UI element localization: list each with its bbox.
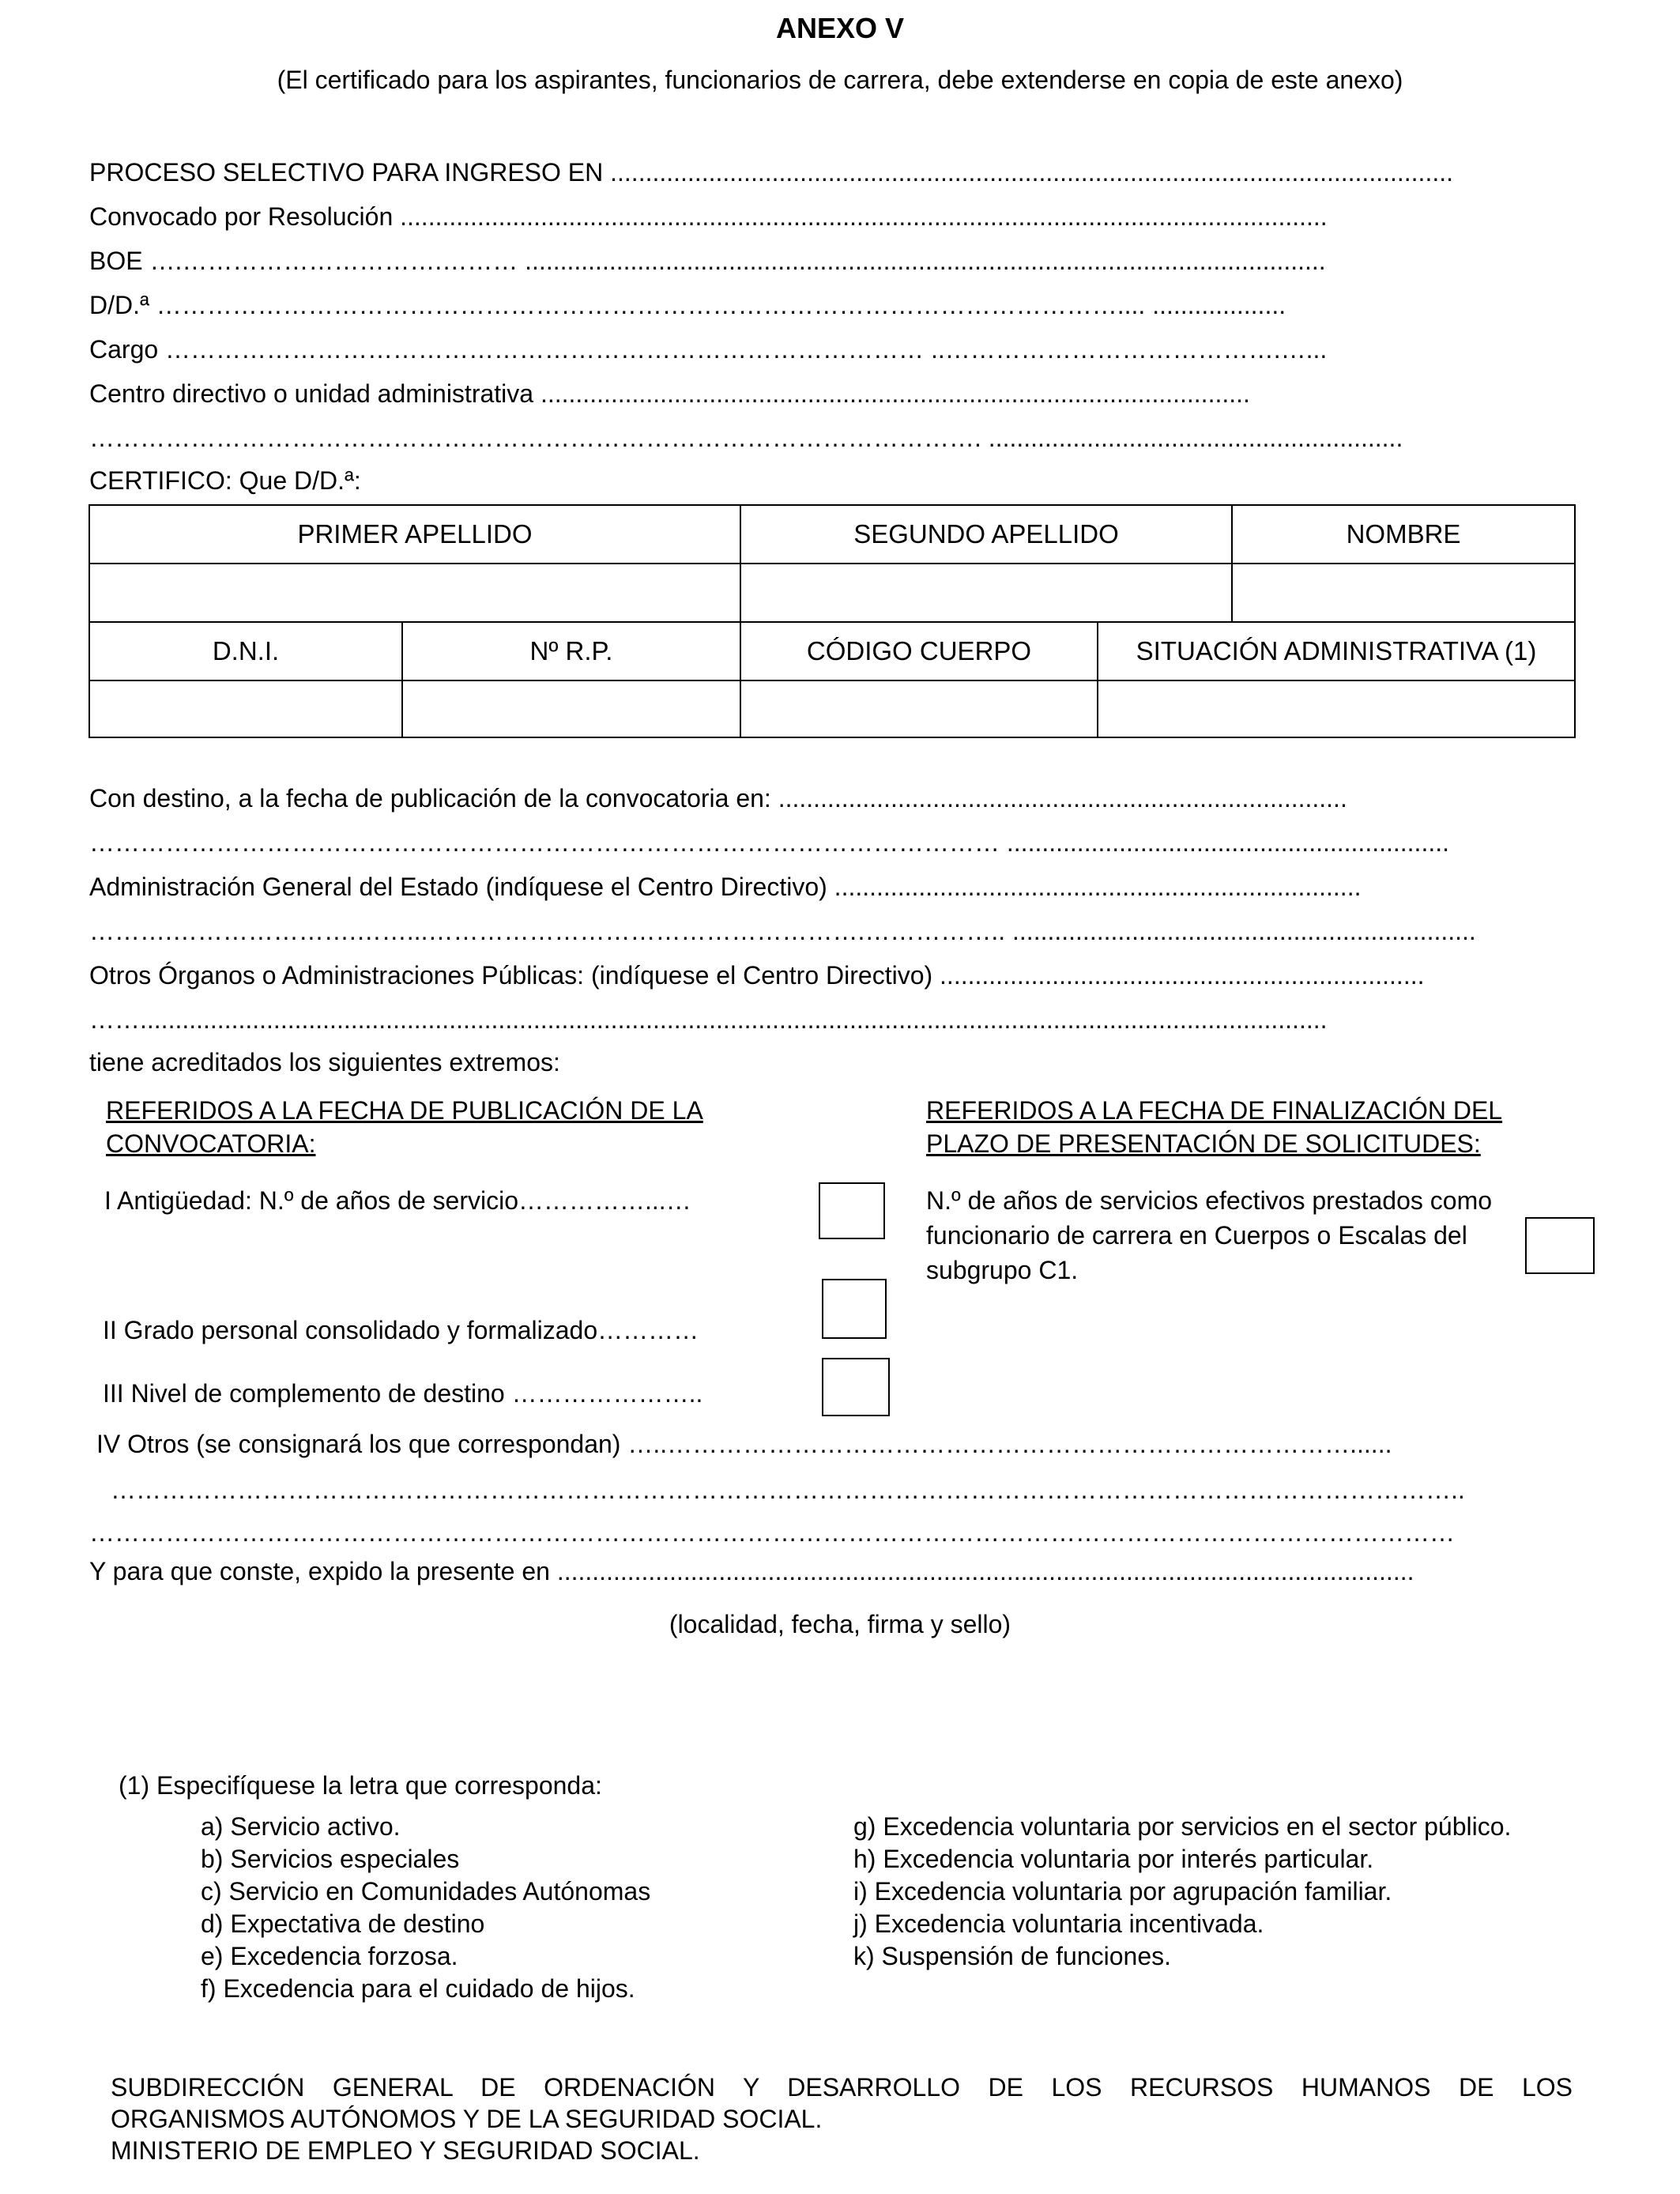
- left-heading-line1: REFERIDOS A LA FECHA DE PUBLICACIÓN DE LA: [106, 1096, 703, 1125]
- footnote-left-d: d) Expectativa de destino: [201, 1909, 485, 1938]
- header-dni: D.N.I.: [89, 622, 402, 680]
- item-antiguedad: I Antigüedad: N.º de años de servicio……………...…: [104, 1186, 691, 1215]
- field-dni[interactable]: [89, 680, 402, 737]
- footnote-left-c: c) Servicio en Comunidades Autónomas: [201, 1877, 651, 1906]
- right-text-line2: funcionario de carrera en Cuerpos o Escalas del: [926, 1221, 1467, 1250]
- footnote-right-k: k) Suspensión de funciones.: [853, 1942, 1172, 1970]
- item-grado-personal: II Grado personal consolidado y formalizado…………: [103, 1316, 699, 1344]
- footnote-left-e: e) Excedencia forzosa.: [201, 1942, 458, 1970]
- left-heading-line2: CONVOCATORIA:: [106, 1129, 316, 1158]
- footnote-intro: (1) Especifíquese la letra que corresponda:: [119, 1771, 602, 1800]
- footnote-right-i: i) Excedencia voluntaria por agrupación familiar.: [853, 1877, 1392, 1906]
- nivel-complemento-box[interactable]: [822, 1358, 890, 1416]
- personal-data-table-top: [89, 504, 1576, 623]
- item-nivel-complemento: III Nivel de complemento de destino …………………..: [103, 1379, 703, 1408]
- signature-note: (localidad, fecha, firma y sello): [669, 1610, 1011, 1638]
- item-otros: IV Otros (se consignará los que correspondan) …..………………………………………………………………………......: [96, 1430, 1392, 1458]
- destino-line: Con destino, a la fecha de publicación de la convocatoria en: .................................................................................: [89, 784, 1347, 812]
- page-subtitle: (El certificado para los aspirantes, funcionarios de carrera, debe extenderse en copia de este anexo): [277, 66, 1403, 94]
- footer-line1: SUBDIRECCIÓN GENERAL DE ORDENACIÓN Y DESARROLLO DE LOS RECURSOS HUMANOS DE LOS: [111, 2073, 1573, 2102]
- footer-line3: MINISTERIO DE EMPLEO Y SEGURIDAD SOCIAL.: [111, 2136, 700, 2165]
- anos-servicio-c1-box[interactable]: [1525, 1217, 1595, 1274]
- grado-personal-box[interactable]: [822, 1279, 887, 1339]
- closing-line: Y para que conste, expido la presente en ..........................................................................................................................: [89, 1557, 1414, 1585]
- personal-data-table-bottom: [89, 621, 1576, 738]
- otros-organos-line-cont: …….........................................................................................................................................................................: [89, 1005, 1328, 1034]
- header-line-convocado: Convocado por Resolución ....................................................................................................................................: [89, 202, 1328, 231]
- field-situacion-administrativa[interactable]: [1098, 680, 1575, 737]
- header-nombre: NOMBRE: [1232, 505, 1575, 564]
- header-line-proceso: PROCESO SELECTIVO PARA INGRESO EN ........................................................................................................................: [89, 158, 1453, 187]
- age-line-cont: ……….………………….……...…………………………………………….…………….. ..................................................................: [89, 917, 1476, 945]
- footnote-left-f: f) Excedencia para el cuidado de hijos.: [201, 1974, 635, 2003]
- right-text-line3: subgrupo C1.: [926, 1256, 1079, 1284]
- page-title: ANEXO V: [775, 12, 905, 44]
- footnote-right-h: h) Excedencia voluntaria por interés particular.: [853, 1845, 1374, 1873]
- footnote-right-j: j) Excedencia voluntaria incentivada.: [853, 1909, 1264, 1938]
- header-line-centro-cont: ……………………………………………………………………………………………. ...........................................................: [89, 424, 1403, 452]
- field-nombre[interactable]: [1232, 564, 1575, 622]
- footnote-right-g: g) Excedencia voluntaria por servicios en el sector público.: [853, 1812, 1512, 1841]
- header-codigo-cuerpo: CÓDIGO CUERPO: [740, 622, 1098, 680]
- otros-organos-line: Otros Órganos o Administraciones Públicas: (indíquese el Centro Directivo) .....................................................................: [89, 961, 1425, 990]
- field-segundo-apellido[interactable]: [740, 564, 1232, 622]
- item-otros-cont1: ……………………………………………………………………………………………………………………………………………..: [111, 1476, 1465, 1504]
- age-line: Administración General del Estado (indíquese el Centro Directivo) ...........................................................................: [89, 873, 1362, 901]
- item-otros-cont2: ………………………………………………………………………………………………………………………………………………: [89, 1518, 1455, 1547]
- antiguedad-box[interactable]: [819, 1182, 885, 1239]
- certifico-label: CERTIFICO: Que D/D.ª:: [89, 466, 361, 495]
- field-primer-apellido[interactable]: [89, 564, 740, 622]
- header-line-cargo: Cargo ……………………………………………………………………………… ..………………………………….…...: [89, 335, 1328, 364]
- header-segundo-apellido: SEGUNDO APELLIDO: [740, 505, 1232, 564]
- footer-line2: ORGANISMOS AUTÓNOMOS Y DE LA SEGURIDAD SOCIAL.: [111, 2105, 823, 2133]
- footnote-left-b: b) Servicios especiales: [201, 1845, 460, 1873]
- footnote-left-a: a) Servicio activo.: [201, 1812, 401, 1841]
- header-nrp: Nº R.P.: [402, 622, 740, 680]
- header-line-boe: BOE ….………………………….……… ..................................................................................................................: [89, 247, 1326, 275]
- header-line-dd: D/D.ª …………………………………………………………………………………………………….... ...................: [89, 291, 1286, 319]
- destino-line-cont: ……………………………………………………………………………………………… ...............................................................: [89, 828, 1449, 857]
- header-primer-apellido: PRIMER APELLIDO: [89, 505, 740, 564]
- field-codigo-cuerpo[interactable]: [740, 680, 1098, 737]
- header-situacion-administrativa: SITUACIÓN ADMINISTRATIVA (1): [1098, 622, 1575, 680]
- extremos-intro: tiene acreditados los siguientes extremos:: [89, 1048, 560, 1076]
- right-heading-line1: REFERIDOS A LA FECHA DE FINALIZACIÓN DEL: [926, 1096, 1503, 1125]
- right-heading-line2: PLAZO DE PRESENTACIÓN DE SOLICITUDES:: [926, 1129, 1481, 1158]
- right-text-line1: N.º de años de servicios efectivos prestados como: [926, 1186, 1493, 1215]
- field-nrp[interactable]: [402, 680, 740, 737]
- header-line-centro: Centro directivo o unidad administrativa .....................................................................................................: [89, 379, 1250, 408]
